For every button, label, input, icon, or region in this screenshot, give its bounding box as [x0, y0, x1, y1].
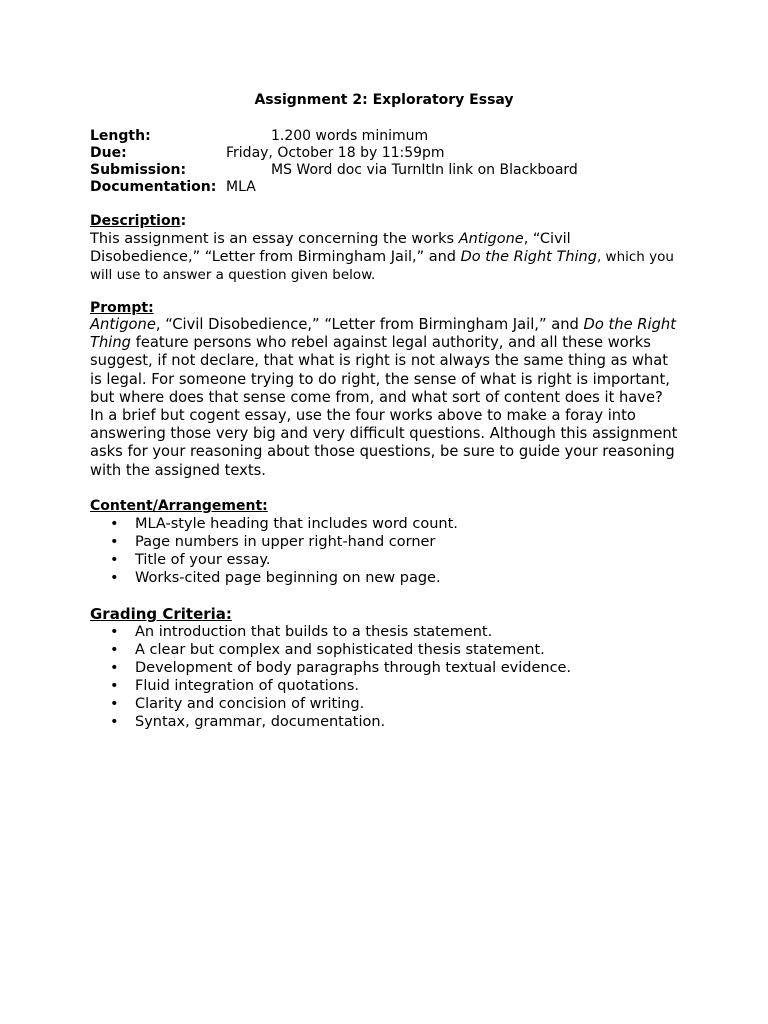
- due-label: Due:: [90, 145, 127, 161]
- list-item: • Fluid integration of quotations.: [90, 677, 571, 695]
- grading-criteria-heading: Grading Criteria:: [90, 605, 232, 623]
- description-heading-colon: :: [180, 213, 187, 229]
- list-item: • Title of your essay.: [90, 551, 458, 569]
- documentation-value: MLA: [226, 179, 256, 195]
- documentation-row: [90, 179, 690, 196]
- prompt-text: [90, 316, 680, 480]
- list-item: • Works-cited page beginning on new page.: [90, 569, 458, 587]
- description-heading: [90, 213, 186, 229]
- description-work-do-the-right-thing: Do the Right Thing: [460, 249, 597, 265]
- assignment-meta: [90, 128, 690, 196]
- submission-label: Submission:: [90, 162, 187, 178]
- submission-row: [90, 162, 690, 179]
- due-row: [90, 145, 690, 162]
- list-item: • A clear but complex and sophisticated thesis statement.: [90, 641, 571, 659]
- list-item: • Page numbers in upper right-hand corner: [90, 533, 458, 551]
- prompt-text-1: , “Civil Disobedience,” “Letter from Birmingham Jail,” and: [155, 316, 584, 333]
- list-item: • Syntax, grammar, documentation.: [90, 713, 571, 731]
- due-value: Friday, October 18 by 11:59pm: [226, 145, 445, 161]
- length-label: Length:: [90, 128, 151, 144]
- list-item: • An introduction that builds to a thesis statement.: [90, 623, 571, 641]
- description-work-antigone: Antigone: [458, 231, 524, 247]
- length-row: [90, 128, 690, 145]
- description-heading-text: Description: [90, 213, 181, 229]
- grading-criteria-list: [90, 623, 571, 732]
- list-item: • Development of body paragraphs through textual evidence.: [90, 659, 571, 677]
- prompt-text-2: feature persons who rebel against legal authority, and all these works suggest, if not declare, that what is right is not always the same thing as what is legal. For someone trying to do right, the sense of what is right is important, but where does that sense come from, and what sort of content does it have? In a brief but cogent essay, use the four works above to make a foray into answering those very big and very difficult questions. Although this assignment asks for your reasoning about those questions, be sure to guide your reasoning with the assigned texts.: [90, 334, 678, 479]
- description-text-3: , which you will use to answer a question given below.: [90, 249, 674, 283]
- content-arrangement-heading: Content/Arrangement:: [90, 498, 268, 514]
- prompt-heading: Prompt:: [90, 300, 154, 316]
- prompt-work-do-the-right-thing: Do the Right Thing: [90, 316, 676, 352]
- content-arrangement-list: [90, 515, 458, 587]
- documentation-label: Documentation:: [90, 179, 217, 195]
- list-item: • Clarity and concision of writing.: [90, 695, 571, 713]
- length-value: 1.200 words minimum: [271, 128, 429, 144]
- description-text-1: This assignment is an essay concerning the works: [90, 231, 459, 247]
- description-text: [90, 230, 680, 284]
- submission-value: MS Word doc via TurnItIn link on Blackboard: [271, 162, 578, 178]
- prompt-work-antigone: Antigone: [90, 316, 156, 333]
- list-item: • MLA-style heading that includes word count.: [90, 515, 458, 533]
- document-title: Assignment 2: Exploratory Essay: [254, 92, 514, 108]
- description-text-2: , “Civil Disobedience,” “Letter from Birmingham Jail,” and: [90, 231, 571, 265]
